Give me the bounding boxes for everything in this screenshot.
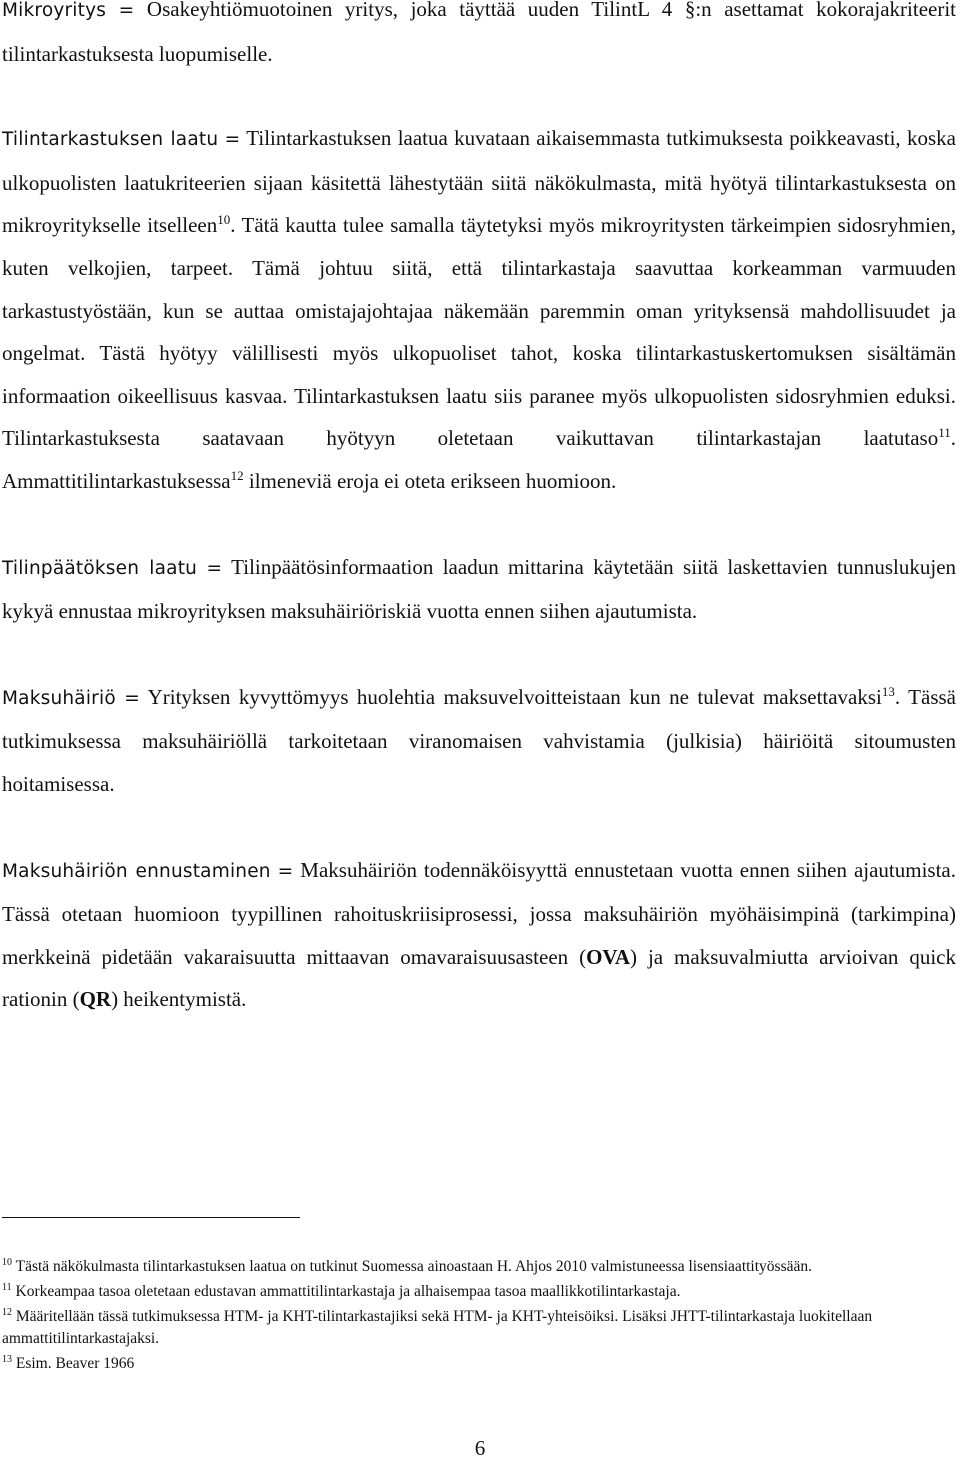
footnote xyxy=(2,1281,956,1303)
footnote-ref: 10 xyxy=(217,212,231,228)
term-tilintarkastuksen-laatu: Tilintarkastuksen laatu xyxy=(2,129,219,151)
abbreviation-ova: OVA xyxy=(586,944,631,969)
footnote-text: Esim. Beaver 1966 xyxy=(15,1355,135,1372)
definition-text: Tilinpäätösinformaation laadun mittarina käytetään siitä laskettavien tunnuslukujen kykyä ennustaa mikroyrityksen maksuhäiriöriskiä vuotta ennen siihen ajautumista. xyxy=(2,554,957,624)
footnote-number: 12 xyxy=(2,1307,12,1318)
equals-sign: = xyxy=(124,687,140,709)
document-page xyxy=(2,0,956,1021)
term-tilinpaatoksen-laatu: Tilinpäätöksen laatu xyxy=(2,557,198,579)
term-maksuhairio: Maksuhäiriö xyxy=(2,687,116,709)
page-number: 6 xyxy=(474,1436,486,1460)
definition-text: ) heikentymistä. xyxy=(111,987,247,1012)
equals-sign: = xyxy=(224,129,241,151)
definition-text: . Tässä tutkimuksessa maksuhäiriöllä tarkoitetaan viranomaisen vahvistamia (julkisia) häiriöitä sitoumusten hoitamisessa. xyxy=(2,684,956,796)
footnotes xyxy=(2,1256,956,1378)
equals-sign: = xyxy=(277,860,294,882)
definition-maksuhairio xyxy=(2,676,956,806)
definition-text: Osakeyhtiömuotoinen yritys, joka täyttää uuden TilintL 4 §:n asettamat kokorajakriteerit tilintarkastuksesta luopumiselle. xyxy=(2,0,957,66)
footnote-ref: 13 xyxy=(881,683,895,699)
footnote-text: Määritellään tässä tutkimuksessa HTM- ja KHT-tilintarkastajiksi sekä HTM- ja KHT-yhteisöiksi. Lisäksi JHTT-tilintarkastaja luokitellaan ammattitilintarkastajaksi. xyxy=(2,1308,873,1347)
term-maksuhairion-ennustaminen: Maksuhäiriön ennustaminen xyxy=(2,860,271,882)
footnote-ref: 11 xyxy=(938,425,951,441)
footnote xyxy=(2,1256,956,1278)
footnote-separator xyxy=(2,1217,300,1218)
definition-text: ilmeneviä eroja ei oteta erikseen huomioon. xyxy=(243,468,617,493)
definition-text: ) ja maksuvalmiutta arvioivan quick rationin ( xyxy=(2,944,956,1012)
footnote-text: Tästä näkökulmasta tilintarkastuksen laatua on tutkinut Suomessa ainoastaan H. Ahjos 2010 valmistuneessa lisensiaattityössään. xyxy=(15,1258,812,1275)
definition-text: Maksuhäiriön todennäköisyyttä ennustetaan vuotta ennen siihen ajautumista. Tässä otetaan huomioon tyypillinen rahoituskriisiprosessi, jossa maksuhäiriön myöhäisimpinä (tarkimpina) merkkeinä pidetään vakaraisuutta mittaavan omavaraisuusasteen ( xyxy=(2,857,956,969)
definition-text: . Ammattitilintarkastuksessa xyxy=(2,426,956,493)
term-mikroyritys: Mikroyritys xyxy=(2,0,107,21)
footnote-ref: 12 xyxy=(230,467,244,483)
footnote xyxy=(2,1353,956,1375)
definition-mikroyritys xyxy=(2,0,956,75)
footnote-number: 13 xyxy=(2,1354,12,1365)
equals-sign: = xyxy=(118,0,135,21)
definition-tilintarkastuksen-laatu xyxy=(2,117,956,502)
footnote-number: 11 xyxy=(2,1282,12,1293)
equals-sign: = xyxy=(206,557,223,579)
definition-text: Tilintarkastuksen laatua kuvataan aikaisemmasta tutkimuksesta poikkeavasti, koska ulkopuolisten laatukriteerien sijaan käsitettä lähestytään siitä näkökulmasta, mitä hyötyä tilintarkastuksesta on mikroyritykselle itselleen xyxy=(2,126,957,238)
definition-text: . Tätä kautta tulee samalla täytetyksi myös mikroyritysten tärkeimpien sidosryhmien, kuten velkojien, tarpeet. Tämä johtuu siitä, että tilintarkastaja saavuttaa korkeamman varmuuden tarkastustyöstään, kun se auttaa omistajajohtajaa näkemään paremmin oman yrityksensä mahdollisuudet ja ongelmat. Tästä hyötyy välillisesti myös ulkopuoliset tahot, koska tilintarkastuskertomuksen sisältämän informaation oikeellisuus kasvaa. Tilintarkastuksen laatu siis paranee myös ulkopuolisten sidosryhmien eduksi. Tilintarkastuksesta saatavaan hyötyyn oletetaan vaikuttavan tilintarkastajan laatutaso xyxy=(2,213,957,451)
footnote xyxy=(2,1306,956,1350)
footnote-text: Korkeampaa tasoa oletetaan edustavan ammattitilintarkastaja ja alhaisempaa tasoa maallikkotilintarkastaja. xyxy=(15,1283,681,1300)
definition-maksuhairion-ennustaminen xyxy=(2,849,956,1021)
abbreviation-qr: QR xyxy=(79,987,112,1012)
definition-tilinpaatoksen-laatu xyxy=(2,546,956,633)
footnote-number: 10 xyxy=(2,1257,12,1268)
definition-text: Yrityksen kyvyttömyys huolehtia maksuvelvoitteistaan kun ne tulevat maksettavaksi xyxy=(147,684,882,709)
